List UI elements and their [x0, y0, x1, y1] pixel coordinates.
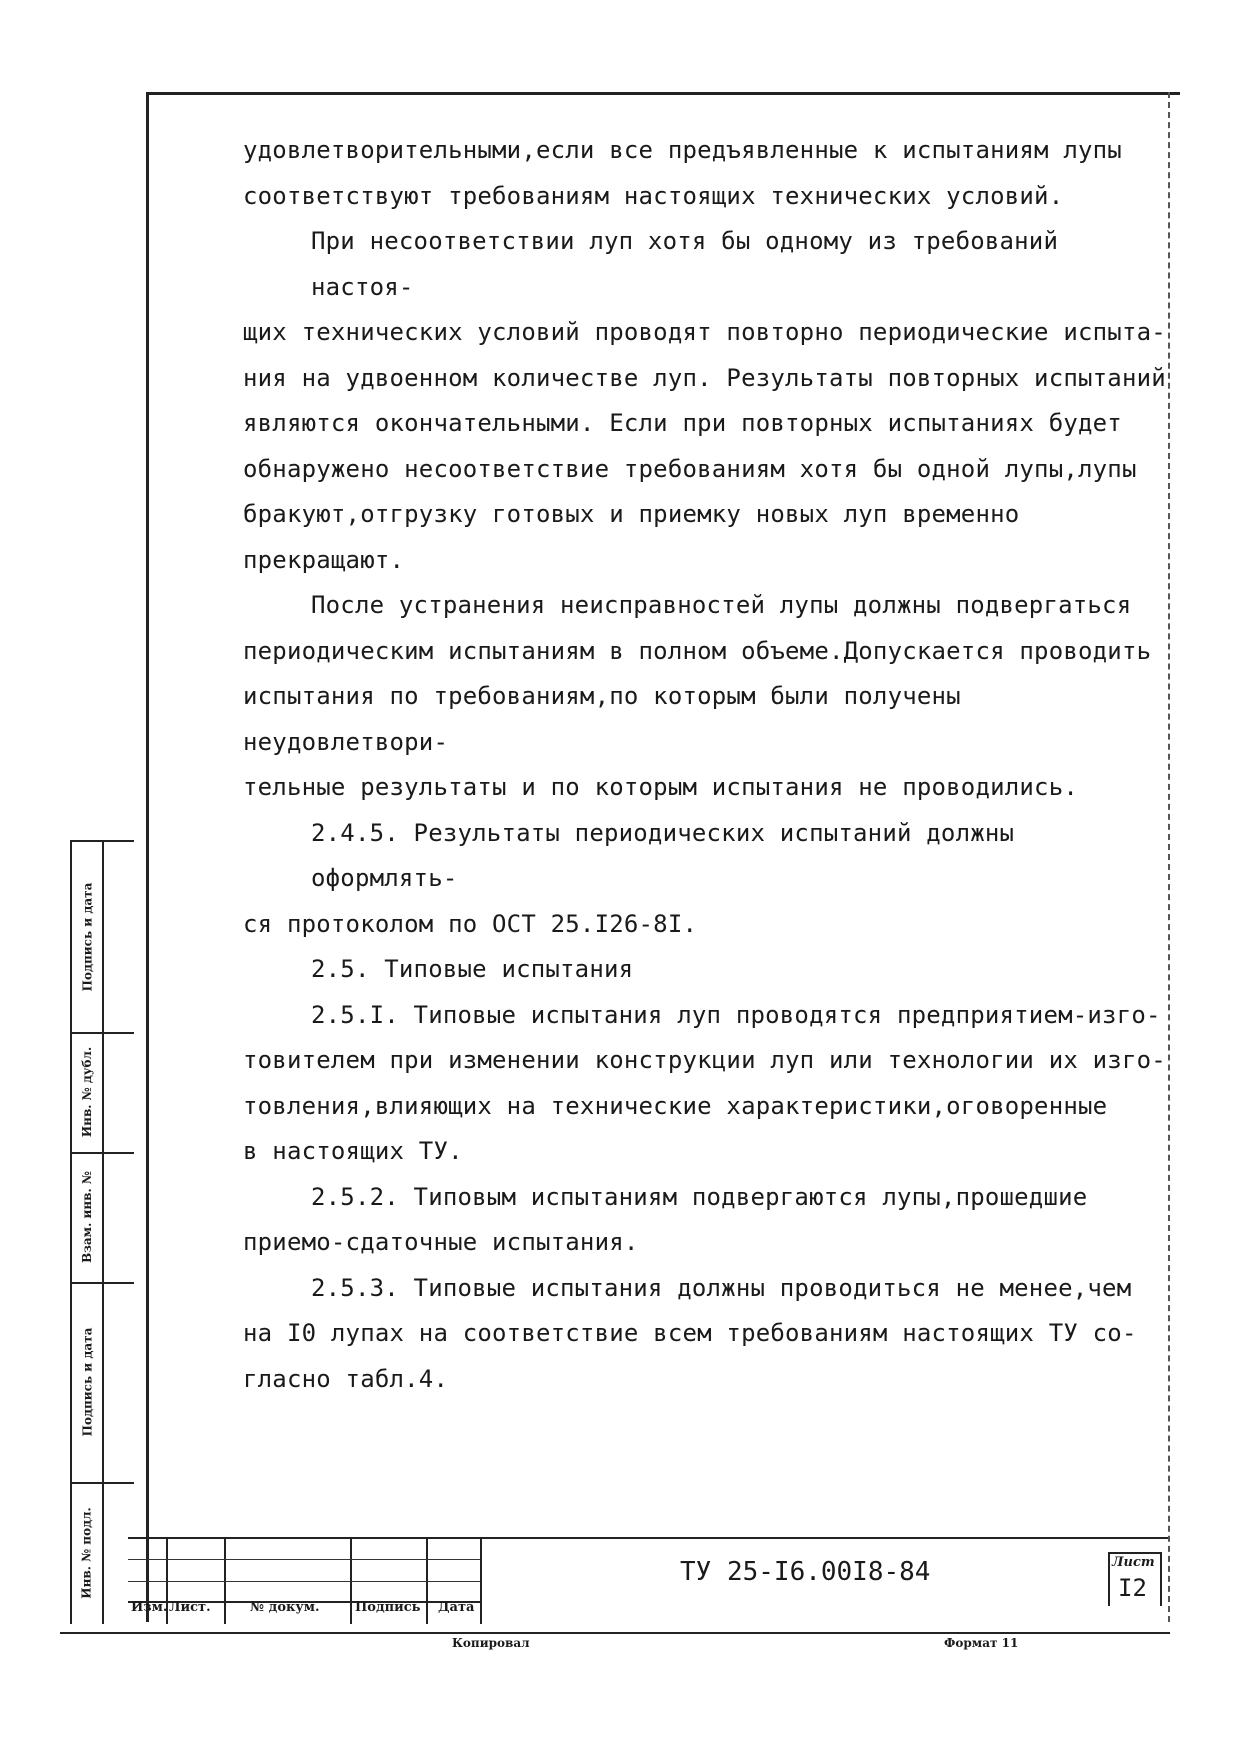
text-line: соответствуют требованиям настоящих технических условий.	[243, 181, 1064, 210]
paragraph-6-cont	[243, 1038, 1173, 1175]
paragraph-6	[243, 993, 1173, 1039]
paragraph-2-cont	[243, 310, 1173, 583]
paragraph-7	[243, 1175, 1173, 1221]
sheet-number: I2	[1118, 1574, 1147, 1602]
tb-header-date: Дата	[438, 1600, 475, 1615]
text-line: испытания по требованиям,по которым были получены неудовлетвори-	[243, 682, 961, 756]
text-line: товления,влияющих на технические характеристики,оговоренные	[243, 1091, 1108, 1120]
text-line: товителем при изменении конструкции луп или технологии их изго-	[243, 1046, 1166, 1074]
document-number: ТУ 25-I6.00I8-84	[680, 1557, 931, 1587]
tb-header-doc: № докум.	[250, 1600, 320, 1615]
text-line: гласно табл.4.	[243, 1364, 449, 1393]
text-line: 2.5.3. Типовые испытания должны проводиться не менее,чем	[311, 1273, 1132, 1302]
paragraph-8-cont	[243, 1311, 1173, 1402]
left-margin-stamp	[70, 840, 134, 1624]
text-line: удовлетворительными,если все предъявленные к испытаниям лупы	[243, 136, 1122, 164]
strip-cell-inv-podl	[72, 1482, 102, 1624]
tb-header-izm: Изм.	[131, 1600, 168, 1615]
text-line: При несоответствии луп хотя бы одному из требований настоя-	[311, 227, 1059, 301]
text-line: являются окончательными. Если при повторных испытаниях будет	[243, 409, 1122, 437]
strip-divider	[102, 842, 104, 1624]
bottom-rule	[60, 1632, 1170, 1634]
strip-label: Взам. инв. №	[80, 1171, 94, 1263]
paragraph-8	[243, 1266, 1173, 1312]
tb-header-list: Лист.	[169, 1600, 211, 1615]
strip-label: Подпись и дата	[80, 1327, 94, 1437]
strip-cell-inv-dubl	[72, 1032, 102, 1152]
paragraph-2	[243, 219, 1173, 310]
frame-top-border	[148, 92, 1180, 95]
text-line: приемо-сдаточные испытания.	[243, 1228, 639, 1256]
tb-row-line	[128, 1559, 480, 1560]
text-line: ния на удвоенном количестве луп. Результаты повторных испытаний	[243, 363, 1166, 392]
tb-divider	[480, 1539, 482, 1624]
text-line: периодическим испытаниям в полном объеме.Допускается проводить	[243, 636, 1152, 665]
text-line: После устранения неисправностей лупы должны подвергаться	[311, 591, 1132, 619]
strip-cell-sign-date-1	[72, 842, 102, 1032]
copied-by-label: Копировал	[452, 1636, 530, 1650]
frame-left-border	[146, 92, 149, 1622]
paragraph-3-cont	[243, 629, 1173, 811]
text-line: на I0 лупах на соответствие всем требованиям настоящих ТУ со-	[243, 1319, 1137, 1347]
strip-label: Подпись и дата	[80, 882, 94, 992]
text-line: щих технических условий проводят повторно периодические испыта-	[243, 318, 1166, 346]
text-line: 2.5.I. Типовые испытания луп проводятся предприятием-изго-	[311, 1000, 1161, 1029]
strip-cell-vzam-inv	[72, 1152, 102, 1282]
text-line: в настоящих ТУ.	[243, 1137, 463, 1165]
format-label: Формат 11	[944, 1636, 1019, 1650]
text-line: 2.5.2. Типовым испытаниям подвергаются лупы,прошедшие	[311, 1182, 1088, 1211]
document-body	[243, 128, 1173, 1402]
tb-row-line	[128, 1581, 480, 1582]
strip-label: Инв. № дубл.	[80, 1046, 95, 1138]
strip-label: Инв. № подл.	[80, 1507, 94, 1599]
paragraph-7-cont	[243, 1220, 1173, 1266]
tb-header-sign: Подпись	[355, 1600, 421, 1615]
text-line: 2.5. Типовые испытания	[311, 955, 634, 983]
text-line: бракуют,отгрузку готовых и приемку новых луп временно прекращают.	[243, 500, 1020, 574]
paragraph-4-cont	[243, 902, 1173, 948]
section-heading	[243, 947, 1173, 993]
paragraph-4	[243, 811, 1173, 902]
sheet-label: Лист	[1112, 1555, 1155, 1570]
text-line: тельные результаты и по которым испытания не проводились.	[243, 773, 1079, 801]
strip-cell-sign-date-2	[72, 1282, 102, 1482]
text-line: ся протоколом по ОСТ 25.I26-8I.	[243, 909, 698, 938]
paragraph-3	[243, 583, 1173, 629]
paragraph-1	[243, 128, 1173, 219]
text-line: 2.4.5. Результаты периодических испытаний должны оформлять-	[311, 818, 1015, 892]
text-line: обнаружено несоответствие требованиям хотя бы одной лупы,лупы	[243, 454, 1137, 483]
